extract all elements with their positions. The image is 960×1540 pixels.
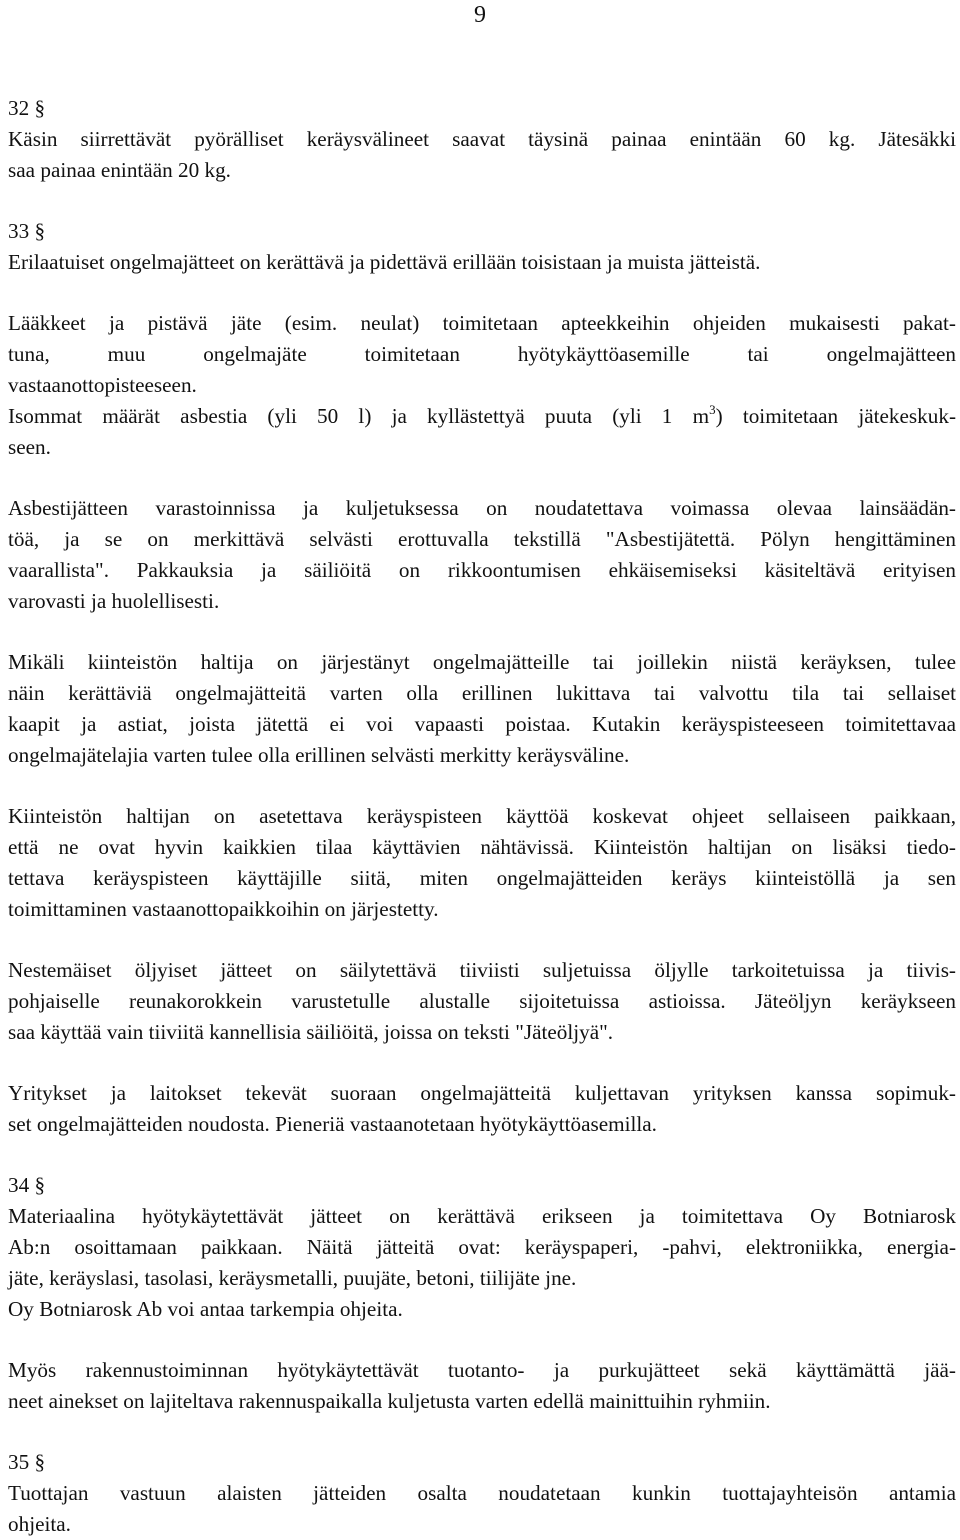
page-number: 9: [474, 2, 486, 28]
paragraph-line: jäte, keräyslasi, tasolasi, keräysmetalli, puujäte, betoni, tiilijäte jne.: [8, 1266, 577, 1290]
paragraph-line: [8, 401, 956, 432]
superscript: 3: [709, 401, 716, 417]
paragraph-line: Mikäli kiinteistön haltija on järjestänyt ongelmajätteille tai joillekin niistä keräyksen, tulee: [8, 650, 956, 674]
paragraph-line: vaarallista". Pakkauksia ja säiliöitä on rikkoontumisen ehkäisemiseksi käsiteltävä erityisen: [8, 558, 956, 582]
paragraph-line: Käsin siirrettävät pyörälliset keräysvälineet saavat täysinä painaa enintään 60 kg. Jätesäkki: [8, 127, 956, 151]
text-fragment: ) toimitetaan jätekeskuk-: [715, 404, 956, 428]
section-heading-35: 35 §: [8, 1450, 46, 1474]
paragraph-instructions: [8, 801, 956, 925]
paragraph-line: saa painaa enintään 20 kg.: [8, 158, 231, 182]
paragraph-medicine-asbestos: [8, 308, 956, 463]
paragraph-line: Erilaatuiset ongelmajätteet on kerättävä ja pidettävä erillään toisistaan ja muista jätteistä.: [8, 250, 761, 274]
paragraph-line: seen.: [8, 435, 51, 459]
paragraph-line: neet ainekset on lajiteltava rakennuspaikalla kuljetusta varten edellä mainittuihin ryhmiin.: [8, 1389, 771, 1413]
section-34: [8, 1170, 956, 1417]
section-32: [8, 93, 956, 186]
section-heading-32: 32 §: [8, 96, 46, 120]
paragraph-line: ohjeita.: [8, 1512, 71, 1536]
paragraph-asbestos-storage: [8, 493, 956, 617]
paragraph-line: vastaanottopisteeseen.: [8, 373, 197, 397]
paragraph-line: pohjaiselle reunakorokkein varustetulle alustalle sijoitetuissa astioissa. Jäteöljyn keräykseen: [8, 989, 956, 1013]
section-33: [8, 216, 956, 1140]
paragraph-line: saa käyttää vain tiiviitä kannellisia säiliöitä, joissa on teksti "Jäteöljyä".: [8, 1020, 614, 1044]
paragraph-line: tuna, muu ongelmajäte toimitetaan hyötykäyttöasemille tai ongelmajätteen: [8, 342, 956, 366]
paragraph-line: tettava keräyspisteen käyttäjille siitä, miten ongelmajätteiden keräys kiinteistöllä ja sen: [8, 866, 956, 890]
section-35: [8, 1447, 956, 1540]
paragraph-line: näin kerättäviä ongelmajätteitä varten olla erillinen lukittava tai valvottu tila tai sellaiset: [8, 681, 956, 705]
paragraph-line: Asbestijätteen varastoinnissa ja kuljetuksessa on noudatettava voimassa olevaa lainsäädän-: [8, 496, 956, 520]
paragraph-line: Myös rakennustoiminnan hyötykäytettävät tuotanto- ja purkujätteet sekä käyttämättä jää-: [8, 1358, 956, 1382]
paragraph-line: toimittaminen vastaanottopaikkoihin on järjestetty.: [8, 897, 439, 921]
paragraph-line: varovasti ja huolellisesti.: [8, 589, 220, 613]
document-body: [8, 93, 956, 1540]
paragraph-line: ongelmajätelajia varten tulee olla erillinen selvästi merkitty keräysväline.: [8, 743, 630, 767]
paragraph-line: Materiaalina hyötykäytettävät jätteet on kerättävä erikseen ja toimitettava Oy Botniarosk: [8, 1204, 956, 1228]
section-heading-34: 34 §: [8, 1173, 46, 1197]
paragraph-oil-waste: [8, 955, 956, 1048]
paragraph-line: Tuottajan vastuun alaisten jätteiden osalta noudatetaan kunkin tuottajayhteisön antamia: [8, 1481, 956, 1505]
paragraph-line: Lääkkeet ja pistävä jäte (esim. neulat) toimitetaan apteekkeihin ohjeiden mukaisesti pakat-: [8, 311, 956, 335]
paragraph-line: Kiinteistön haltijan on asetettava keräyspisteen käyttöä koskevat ohjeet sellaiseen paikkaan,: [8, 804, 956, 828]
paragraph-line: töä, ja se on merkittävä selvästi erottuvalla tekstillä "Asbestijätettä. Pölyn hengittäminen: [8, 527, 956, 551]
paragraph-collection-point: [8, 647, 956, 771]
paragraph-companies: [8, 1078, 956, 1140]
paragraph-line: Yritykset ja laitokset tekevät suoraan ongelmajätteitä kuljettavan yrityksen kanssa sopimuk-: [8, 1081, 956, 1105]
paragraph-construction-waste: [8, 1355, 956, 1417]
paragraph-line: set ongelmajätteiden noudosta. Pieneriä vastaanotetaan hyötykäyttöasemilla.: [8, 1112, 657, 1136]
paragraph-recyclables: [8, 1201, 956, 1325]
text-fragment: Isommat määrät asbestia (yli 50 l) ja kyllästettyä puuta (yli 1 m: [8, 404, 710, 428]
paragraph-line: kaapit ja astiat, joista jätettä ei voi vapaasti poistaa. Kutakin keräyspisteeseen toimitettavaa: [8, 712, 956, 736]
paragraph-line: Nestemäiset öljyiset jätteet on säilytettävä tiiviisti suljetuissa öljylle tarkoitetuissa ja tiivis-: [8, 958, 956, 982]
paragraph-line: että ne ovat hyvin kaikkien tilaa käyttävien nähtävissä. Kiinteistön haltijan on lisäksi tiedo-: [8, 835, 956, 859]
section-heading-33: 33 §: [8, 219, 46, 243]
paragraph-line: Oy Botniarosk Ab voi antaa tarkempia ohjeita.: [8, 1297, 403, 1321]
paragraph-line: Ab:n osoittamaan paikkaan. Näitä jätteitä ovat: keräyspaperi, -pahvi, elektroniikka, energia-: [8, 1235, 956, 1259]
